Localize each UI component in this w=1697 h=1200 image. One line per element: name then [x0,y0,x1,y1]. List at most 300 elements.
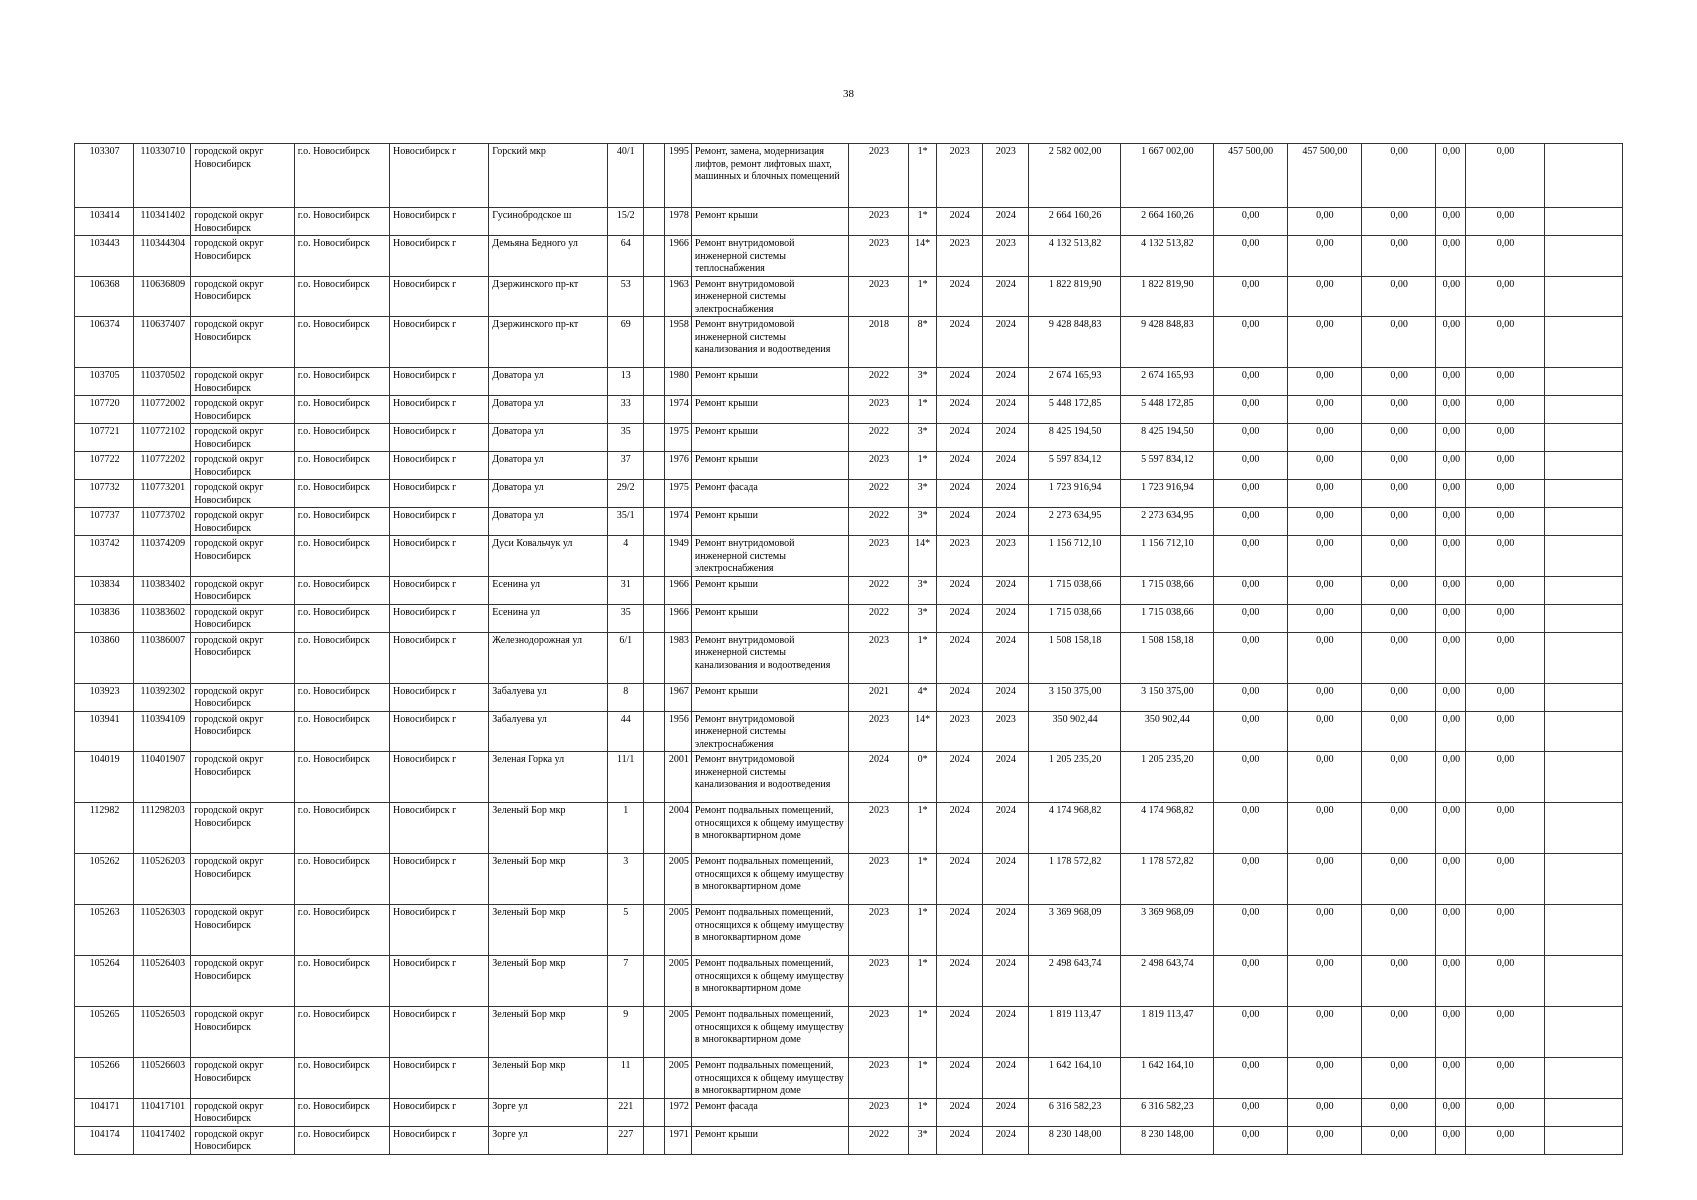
cell-okrug: городской округ Новосибирск [191,480,294,508]
cell-id: 107722 [75,452,134,480]
cell-s4: 0,00 [1362,752,1436,803]
cell-s4: 0,00 [1362,711,1436,752]
cell-okrug: городской округ Новосибирск [191,711,294,752]
cell-street: Зеленый Бор мкр [489,1058,607,1099]
cell-year-plan: 2022 [849,604,908,632]
cell-street: Доватора ул [489,508,607,536]
cell-s6: 0,00 [1466,1098,1544,1126]
cell-s4: 0,00 [1362,276,1436,317]
cell-code: 110526603 [134,1058,191,1099]
cell-id: 103860 [75,632,134,683]
cell-code: 110772002 [134,396,191,424]
cell-s1: 8 230 148,00 [1121,1126,1213,1154]
cell-street: Доватора ул [489,452,607,480]
cell-work: Ремонт подвальных помещений, относящихся к общему имуществу в многоквартирном доме [691,803,849,854]
table-row [75,956,1623,1007]
cell-work: Ремонт внутридомовой инженерной системы электроснабжения [691,711,849,752]
cell-house: 11 [607,1058,643,1099]
cell-s4: 0,00 [1362,576,1436,604]
cell-street: Доватора ул [489,396,607,424]
cell-s2: 0,00 [1213,368,1287,396]
cell-okrug: городской округ Новосибирск [191,508,294,536]
cell-s3: 0,00 [1287,752,1361,803]
cell-y1: 2024 [936,1126,982,1154]
cell-prio: 14* [908,711,936,752]
cell-blank [643,1058,664,1099]
cell-street: Дзержинского пр-кт [489,317,607,368]
cell-id: 103941 [75,711,134,752]
cell-y2: 2024 [982,208,1028,236]
cell-okrug: городской округ Новосибирск [191,368,294,396]
cell-s5: 0,00 [1436,683,1466,711]
cell-blank [643,1126,664,1154]
cell-street: Демьяна Бедного ул [489,236,607,277]
cell-work: Ремонт внутридомовой инженерной системы канализования и водоотведения [691,317,849,368]
cell-y1: 2024 [936,604,982,632]
cell-code: 110772202 [134,452,191,480]
cell-last [1544,956,1622,1007]
cell-last [1544,144,1622,208]
table-row [75,236,1623,277]
cell-y2: 2023 [982,236,1028,277]
cell-street: Забалуева ул [489,683,607,711]
cell-s4: 0,00 [1362,396,1436,424]
cell-s5: 0,00 [1436,854,1466,905]
cell-prio: 14* [908,236,936,277]
cell-blank [643,1007,664,1058]
cell-okrug: городской округ Новосибирск [191,452,294,480]
table-row [75,905,1623,956]
table-row [75,1058,1623,1099]
cell-s1: 1 822 819,90 [1121,276,1213,317]
cell-total: 8 425 194,50 [1028,424,1120,452]
cell-code: 110526203 [134,854,191,905]
cell-s3: 0,00 [1287,604,1361,632]
cell-blank [643,424,664,452]
cell-work: Ремонт внутридомовой инженерной системы электроснабжения [691,276,849,317]
cell-last [1544,396,1622,424]
cell-s2: 0,00 [1213,905,1287,956]
cell-total: 5 448 172,85 [1028,396,1120,424]
cell-prio: 1* [908,632,936,683]
cell-s2: 0,00 [1213,711,1287,752]
cell-s1: 1 715 038,66 [1121,604,1213,632]
cell-y1: 2024 [936,508,982,536]
cell-id: 103443 [75,236,134,277]
cell-s2: 0,00 [1213,803,1287,854]
cell-street: Зеленый Бор мкр [489,803,607,854]
cell-id: 105265 [75,1007,134,1058]
cell-year-plan: 2024 [849,752,908,803]
cell-okrug: городской округ Новосибирск [191,208,294,236]
cell-s6: 0,00 [1466,1058,1544,1099]
cell-year-plan: 2023 [849,803,908,854]
cell-total: 1 205 235,20 [1028,752,1120,803]
cell-s5: 0,00 [1436,424,1466,452]
cell-house: 8 [607,683,643,711]
cell-s2: 0,00 [1213,452,1287,480]
cell-mun: г.о. Новосибирск [294,905,389,956]
cell-s3: 0,00 [1287,905,1361,956]
cell-street: Доватора ул [489,368,607,396]
table-row [75,632,1623,683]
cell-mun: г.о. Новосибирск [294,711,389,752]
cell-s3: 0,00 [1287,711,1361,752]
cell-street: Зорге ул [489,1126,607,1154]
cell-last [1544,803,1622,854]
cell-y2: 2024 [982,317,1028,368]
cell-s6: 0,00 [1466,236,1544,277]
cell-total: 4 174 968,82 [1028,803,1120,854]
cell-s6: 0,00 [1466,396,1544,424]
cell-s6: 0,00 [1466,752,1544,803]
cell-prio: 1* [908,803,936,854]
cell-id: 107721 [75,424,134,452]
cell-okrug: городской округ Новосибирск [191,604,294,632]
cell-city: Новосибирск г [389,1126,488,1154]
cell-s6: 0,00 [1466,576,1544,604]
cell-year-built: 2004 [664,803,691,854]
cell-s5: 0,00 [1436,632,1466,683]
cell-house: 35 [607,424,643,452]
cell-mun: г.о. Новосибирск [294,576,389,604]
cell-s5: 0,00 [1436,452,1466,480]
cell-s3: 457 500,00 [1287,144,1361,208]
cell-s6: 0,00 [1466,424,1544,452]
cell-id: 103836 [75,604,134,632]
cell-work: Ремонт крыши [691,452,849,480]
cell-mun: г.о. Новосибирск [294,604,389,632]
table-row [75,711,1623,752]
cell-total: 8 230 148,00 [1028,1126,1120,1154]
cell-last [1544,208,1622,236]
cell-blank [643,803,664,854]
cell-year-built: 2005 [664,1007,691,1058]
cell-id: 105266 [75,1058,134,1099]
cell-total: 2 273 634,95 [1028,508,1120,536]
table-row [75,683,1623,711]
cell-y1: 2023 [936,536,982,577]
cell-blank [643,396,664,424]
cell-s3: 0,00 [1287,1126,1361,1154]
cell-city: Новосибирск г [389,1007,488,1058]
cell-prio: 4* [908,683,936,711]
cell-s5: 0,00 [1436,508,1466,536]
cell-year-built: 1995 [664,144,691,208]
cell-y1: 2024 [936,368,982,396]
cell-s2: 0,00 [1213,396,1287,424]
cell-city: Новосибирск г [389,276,488,317]
cell-okrug: городской округ Новосибирск [191,1058,294,1099]
cell-street: Есенина ул [489,604,607,632]
cell-year-plan: 2023 [849,711,908,752]
cell-y2: 2024 [982,424,1028,452]
cell-code: 111298203 [134,803,191,854]
cell-house: 6/1 [607,632,643,683]
cell-y1: 2024 [936,1007,982,1058]
cell-mun: г.о. Новосибирск [294,1007,389,1058]
cell-mun: г.о. Новосибирск [294,536,389,577]
cell-year-plan: 2023 [849,144,908,208]
cell-s2: 0,00 [1213,317,1287,368]
cell-prio: 1* [908,276,936,317]
table-row [75,752,1623,803]
cell-last [1544,576,1622,604]
cell-year-plan: 2022 [849,368,908,396]
cell-y1: 2024 [936,480,982,508]
cell-s4: 0,00 [1362,1126,1436,1154]
cell-id: 103414 [75,208,134,236]
cell-s6: 0,00 [1466,711,1544,752]
cell-s4: 0,00 [1362,854,1436,905]
cell-blank [643,236,664,277]
cell-mun: г.о. Новосибирск [294,480,389,508]
cell-year-plan: 2022 [849,1126,908,1154]
cell-s6: 0,00 [1466,1007,1544,1058]
cell-prio: 1* [908,452,936,480]
cell-house: 35/1 [607,508,643,536]
cell-s2: 0,00 [1213,480,1287,508]
cell-last [1544,480,1622,508]
cell-y2: 2024 [982,452,1028,480]
table-row [75,508,1623,536]
cell-id: 107720 [75,396,134,424]
cell-last [1544,905,1622,956]
cell-house: 4 [607,536,643,577]
cell-city: Новосибирск г [389,711,488,752]
cell-year-built: 1966 [664,576,691,604]
cell-id: 105264 [75,956,134,1007]
cell-house: 40/1 [607,144,643,208]
cell-prio: 8* [908,317,936,368]
cell-work: Ремонт внутридомовой инженерной системы канализования и водоотведения [691,632,849,683]
cell-city: Новосибирск г [389,905,488,956]
cell-code: 110526403 [134,956,191,1007]
cell-id: 106368 [75,276,134,317]
cell-city: Новосибирск г [389,452,488,480]
cell-total: 1 642 164,10 [1028,1058,1120,1099]
cell-s2: 0,00 [1213,683,1287,711]
cell-s5: 0,00 [1436,576,1466,604]
cell-house: 11/1 [607,752,643,803]
cell-house: 13 [607,368,643,396]
table-row [75,396,1623,424]
cell-year-built: 2005 [664,956,691,1007]
cell-mun: г.о. Новосибирск [294,144,389,208]
cell-year-plan: 2023 [849,854,908,905]
cell-year-built: 1958 [664,317,691,368]
cell-s3: 0,00 [1287,276,1361,317]
cell-okrug: городской округ Новосибирск [191,905,294,956]
cell-house: 227 [607,1126,643,1154]
cell-id: 104171 [75,1098,134,1126]
cell-code: 110526303 [134,905,191,956]
cell-id: 103742 [75,536,134,577]
cell-y1: 2024 [936,683,982,711]
cell-city: Новосибирск г [389,424,488,452]
cell-prio: 1* [908,396,936,424]
cell-y2: 2024 [982,1007,1028,1058]
cell-y2: 2024 [982,604,1028,632]
cell-blank [643,576,664,604]
cell-id: 103834 [75,576,134,604]
cell-s6: 0,00 [1466,452,1544,480]
cell-last [1544,854,1622,905]
cell-mun: г.о. Новосибирск [294,632,389,683]
cell-s6: 0,00 [1466,956,1544,1007]
cell-s1: 350 902,44 [1121,711,1213,752]
cell-s3: 0,00 [1287,956,1361,1007]
cell-mun: г.о. Новосибирск [294,1058,389,1099]
cell-s2: 0,00 [1213,1058,1287,1099]
cell-s2: 0,00 [1213,1007,1287,1058]
cell-city: Новосибирск г [389,576,488,604]
cell-s5: 0,00 [1436,752,1466,803]
cell-street: Зеленая Горка ул [489,752,607,803]
cell-last [1544,508,1622,536]
cell-city: Новосибирск г [389,632,488,683]
cell-s6: 0,00 [1466,480,1544,508]
cell-id: 105262 [75,854,134,905]
cell-blank [643,956,664,1007]
cell-blank [643,1098,664,1126]
cell-total: 1 723 916,94 [1028,480,1120,508]
cell-total: 1 822 819,90 [1028,276,1120,317]
cell-last [1544,1007,1622,1058]
cell-blank [643,508,664,536]
cell-total: 2 674 165,93 [1028,368,1120,396]
cell-house: 3 [607,854,643,905]
cell-okrug: городской округ Новосибирск [191,752,294,803]
cell-work: Ремонт фасада [691,480,849,508]
cell-mun: г.о. Новосибирск [294,317,389,368]
cell-year-plan: 2023 [849,276,908,317]
cell-house: 33 [607,396,643,424]
cell-s4: 0,00 [1362,208,1436,236]
table-row [75,536,1623,577]
cell-city: Новосибирск г [389,508,488,536]
cell-s6: 0,00 [1466,803,1544,854]
cell-house: 9 [607,1007,643,1058]
cell-s6: 0,00 [1466,144,1544,208]
cell-street: Есенина ул [489,576,607,604]
cell-id: 112982 [75,803,134,854]
cell-street: Дзержинского пр-кт [489,276,607,317]
cell-s1: 1 715 038,66 [1121,576,1213,604]
cell-s5: 0,00 [1436,236,1466,277]
cell-y2: 2024 [982,752,1028,803]
cell-s3: 0,00 [1287,368,1361,396]
cell-prio: 3* [908,424,936,452]
cell-y1: 2024 [936,1098,982,1126]
cell-s6: 0,00 [1466,1126,1544,1154]
cell-work: Ремонт подвальных помещений, относящихся к общему имуществу в многоквартирном доме [691,1007,849,1058]
cell-house: 31 [607,576,643,604]
cell-blank [643,683,664,711]
cell-blank [643,854,664,905]
cell-street: Зеленый Бор мкр [489,956,607,1007]
cell-id: 104019 [75,752,134,803]
cell-code: 110773201 [134,480,191,508]
cell-id: 107732 [75,480,134,508]
cell-street: Железнодорожная ул [489,632,607,683]
cell-y2: 2024 [982,854,1028,905]
repair-plan-table [74,143,1623,1155]
cell-total: 2 498 643,74 [1028,956,1120,1007]
cell-s3: 0,00 [1287,632,1361,683]
cell-y2: 2024 [982,803,1028,854]
cell-mun: г.о. Новосибирск [294,508,389,536]
cell-work: Ремонт фасада [691,1098,849,1126]
cell-y2: 2024 [982,508,1028,536]
cell-s4: 0,00 [1362,604,1436,632]
cell-y1: 2024 [936,632,982,683]
cell-y1: 2023 [936,711,982,752]
cell-s2: 0,00 [1213,508,1287,536]
cell-s6: 0,00 [1466,604,1544,632]
cell-work: Ремонт крыши [691,424,849,452]
cell-id: 103705 [75,368,134,396]
cell-s1: 3 369 968,09 [1121,905,1213,956]
cell-s4: 0,00 [1362,905,1436,956]
cell-last [1544,368,1622,396]
cell-blank [643,208,664,236]
cell-s3: 0,00 [1287,424,1361,452]
cell-city: Новосибирск г [389,683,488,711]
cell-last [1544,683,1622,711]
cell-s6: 0,00 [1466,536,1544,577]
cell-work: Ремонт подвальных помещений, относящихся к общему имуществу в многоквартирном доме [691,905,849,956]
cell-street: Зеленый Бор мкр [489,1007,607,1058]
cell-last [1544,752,1622,803]
cell-prio: 0* [908,752,936,803]
cell-s4: 0,00 [1362,803,1436,854]
cell-s6: 0,00 [1466,632,1544,683]
cell-blank [643,144,664,208]
cell-year-built: 1976 [664,452,691,480]
cell-last [1544,536,1622,577]
table-row [75,208,1623,236]
cell-code: 110341402 [134,208,191,236]
cell-s5: 0,00 [1436,956,1466,1007]
cell-code: 110637407 [134,317,191,368]
cell-y1: 2024 [936,208,982,236]
cell-year-built: 1975 [664,480,691,508]
cell-s5: 0,00 [1436,276,1466,317]
cell-s5: 0,00 [1436,803,1466,854]
table-row [75,803,1623,854]
cell-year-built: 1972 [664,1098,691,1126]
cell-prio: 3* [908,480,936,508]
table-body [75,144,1623,1155]
cell-code: 110772102 [134,424,191,452]
cell-y2: 2023 [982,144,1028,208]
cell-s1: 1 642 164,10 [1121,1058,1213,1099]
cell-last [1544,604,1622,632]
cell-year-built: 1963 [664,276,691,317]
cell-s4: 0,00 [1362,480,1436,508]
cell-last [1544,276,1622,317]
cell-y2: 2023 [982,536,1028,577]
table-row [75,1126,1623,1154]
cell-s3: 0,00 [1287,208,1361,236]
cell-mun: г.о. Новосибирск [294,276,389,317]
cell-year-plan: 2021 [849,683,908,711]
cell-blank [643,752,664,803]
cell-id: 106374 [75,317,134,368]
cell-s5: 0,00 [1436,208,1466,236]
cell-okrug: городской округ Новосибирск [191,1126,294,1154]
